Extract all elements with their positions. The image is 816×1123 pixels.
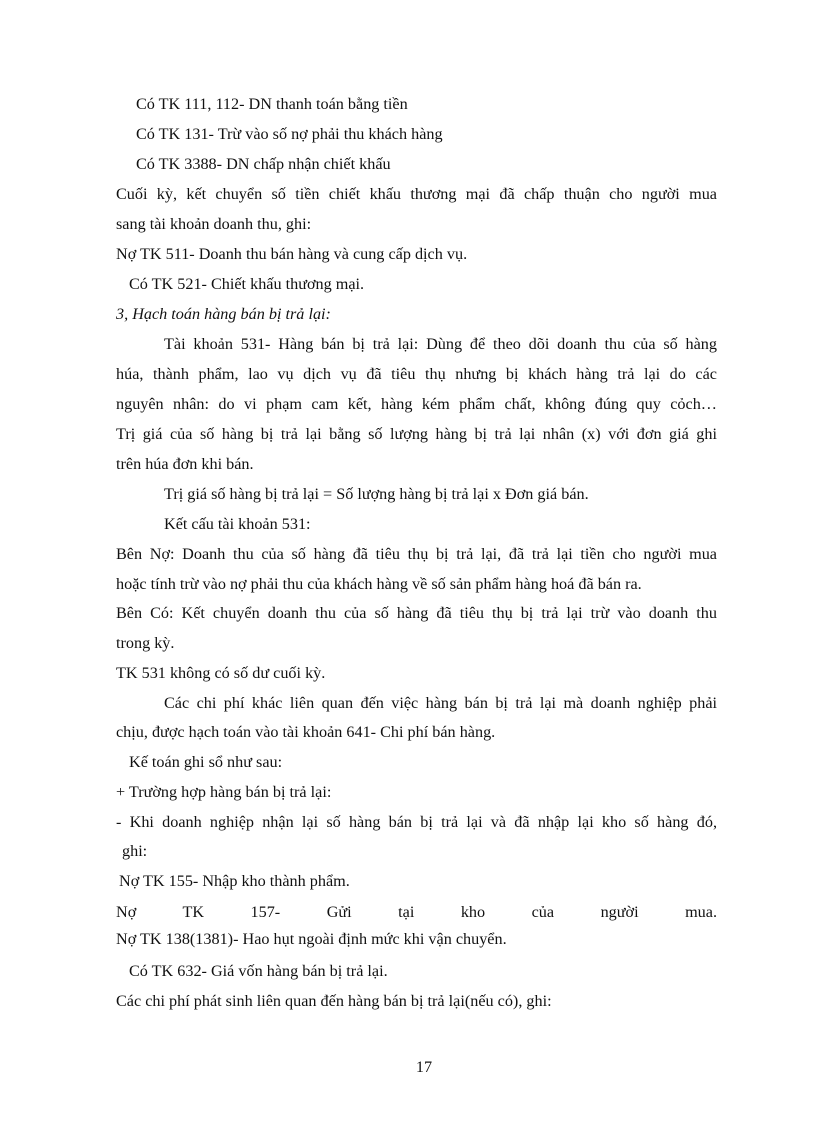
text-line: Các chi phí phát sinh liên quan đến hàng bán bị trả lại(nếu có), ghi:	[116, 992, 552, 1010]
text-line: Nợ TK 155- Nhập kho thành phẩm.	[119, 872, 350, 890]
text-line: Trị giá số hàng bị trả lại = Số lượng hàng bị trả lại x Đơn giá bán.	[164, 485, 589, 503]
text-line: ghi:	[122, 842, 148, 860]
text-line: - Khi doanh nghiệp nhận lại số hàng bán bị trả lại và đã nhập lại kho số hàng đó,	[116, 813, 717, 831]
text-line: Có TK 131- Trừ vào số nợ phải thu khách hàng	[136, 125, 443, 143]
text-line: Bên Có: Kết chuyển doanh thu của số hàng đã tiêu thụ bị trả lại trừ vào doanh thu	[116, 604, 717, 622]
text-line: Cuối kỳ, kết chuyển số tiền chiết khấu thương mại đã chấp thuận cho người mua	[116, 185, 717, 203]
text-line: Có TK 111, 112- DN thanh toán bằng tiền	[136, 95, 408, 113]
text-line: Tài khoản 531- Hàng bán bị trả lại: Dùng để theo dõi doanh thu của số hàng	[164, 335, 717, 353]
text-line: Trị giá của số hàng bị trả lại bằng số lượng hàng bị trả lại nhân (x) với đơn giá ghi	[116, 425, 717, 443]
text-line: sang tài khoản doanh thu, ghi:	[116, 215, 312, 233]
text-line: Kế toán ghi sổ như sau:	[129, 753, 283, 771]
text-line: + Trường hợp hàng bán bị trả lại:	[116, 783, 332, 801]
text-line: Nợ TK 511- Doanh thu bán hàng và cung cấp dịch vụ.	[116, 245, 468, 263]
text-line: Nợ TK 157- Gửi tại kho của người mua.	[116, 903, 717, 921]
text-line: TK 531 không có số dư cuối kỳ.	[116, 664, 326, 682]
text-line: Có TK 632- Giá vốn hàng bán bị trả lại.	[129, 962, 388, 980]
text-line: chịu, được hạch toán vào tài khoản 641- Chi phí bán hàng.	[116, 723, 496, 741]
text-line: trên húa đơn khi bán.	[116, 455, 254, 473]
text-line: Nợ TK 138(1381)- Hao hụt ngoài định mức khi vận chuyển.	[116, 930, 507, 948]
text-line: hoặc tính trừ vào nợ phải thu của khách hàng về số sản phẩm hàng hoá đã bán ra.	[116, 575, 642, 593]
text-line: Có TK 3388- DN chấp nhận chiết khấu	[136, 155, 391, 173]
text-line: Các chi phí khác liên quan đến việc hàng bán bị trả lại mà doanh nghiệp phải	[164, 694, 717, 712]
page-number: 17	[415, 1058, 433, 1076]
text-line: húa, thành phẩm, lao vụ dịch vụ đã tiêu thụ nhưng bị khách hàng trả lại do các	[116, 365, 717, 383]
text-line: Bên Nợ: Doanh thu của số hàng đã tiêu thụ bị trả lại, đã trả lại tiền cho người mua	[116, 545, 717, 563]
text-line: trong kỳ.	[116, 634, 175, 652]
section-heading: 3, Hạch toán hàng bán bị trả lại:	[116, 305, 331, 323]
text-line: Kết cấu tài khoản 531:	[164, 515, 311, 533]
text-line: nguyên nhân: do vi phạm cam kết, hàng kém phẩm chất, không đúng quy cỏch…	[116, 395, 717, 413]
text-line: Có TK 521- Chiết khấu thương mại.	[129, 275, 365, 293]
